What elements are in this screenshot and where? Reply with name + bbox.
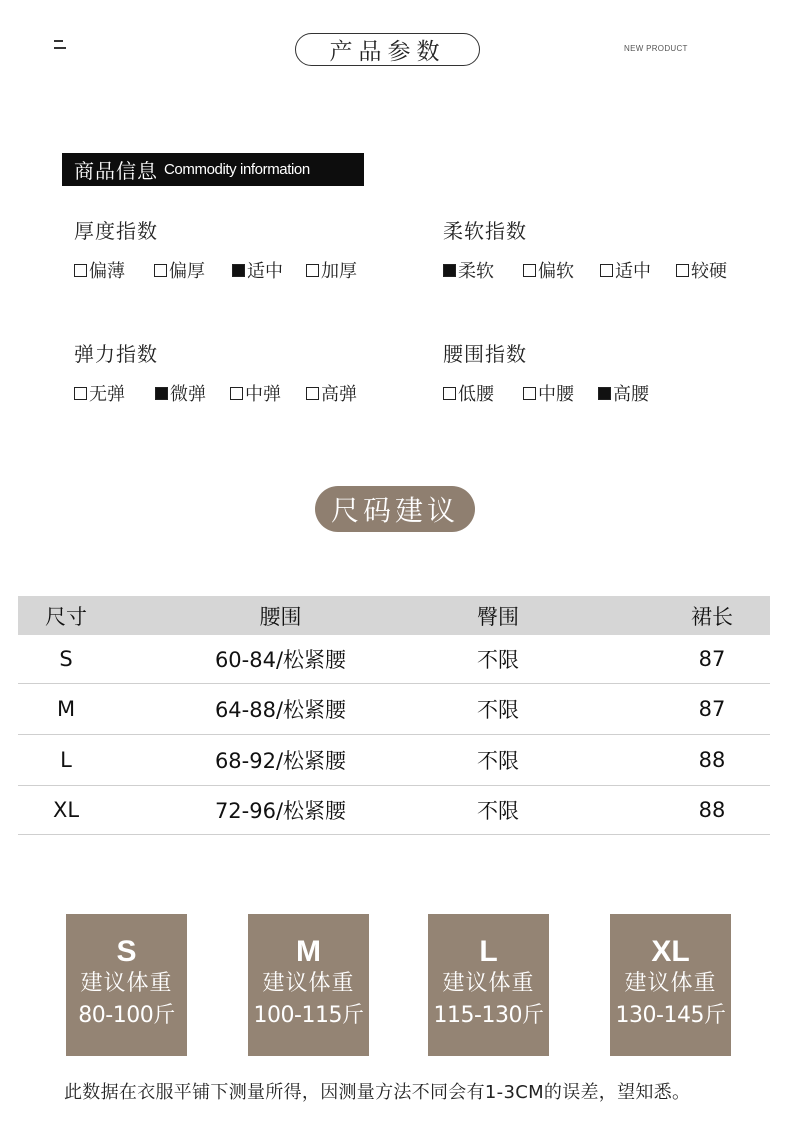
card-size: M	[296, 935, 321, 968]
card-size: L	[479, 935, 498, 968]
unchecked-box-icon	[443, 387, 456, 400]
attr-option	[155, 380, 230, 406]
weight-card-l	[428, 914, 549, 1056]
option-label: 中腰	[538, 384, 574, 405]
card-size: XL	[651, 935, 690, 968]
attr-group-elasticity	[74, 338, 357, 405]
cell-hip: 不限	[477, 749, 519, 773]
unchecked-box-icon	[230, 387, 243, 400]
option-label: 微弹	[170, 384, 206, 405]
card-range: 80-100斤	[78, 1003, 175, 1028]
checked-box-icon	[232, 264, 245, 277]
card-range: 130-145斤	[615, 1003, 726, 1028]
weight-card-xl	[610, 914, 731, 1056]
measurement-note: 此数据在衣服平铺下测量所得，因测量方法不同会有1-3CM的误差，望知悉。	[64, 1082, 691, 1103]
option-label: 偏厚	[169, 261, 205, 282]
option-label: 适中	[247, 261, 283, 282]
option-label: 无弹	[89, 384, 125, 405]
commodity-info-banner	[62, 153, 364, 186]
checked-box-icon	[598, 387, 611, 400]
option-label: 低腰	[458, 384, 494, 405]
table-row	[18, 735, 770, 786]
size-table	[18, 596, 770, 835]
checked-box-icon	[155, 387, 168, 400]
option-label: 较硬	[691, 261, 727, 282]
cell-size: L	[60, 748, 72, 772]
page-title: 产品参数	[295, 33, 480, 66]
attr-option	[154, 257, 232, 283]
unchecked-box-icon	[306, 264, 319, 277]
unchecked-box-icon	[74, 387, 87, 400]
unchecked-box-icon	[676, 264, 689, 277]
attr-option	[74, 380, 155, 406]
attr-option	[676, 257, 727, 283]
cell-length: 87	[698, 647, 726, 671]
attr-group-thickness	[74, 215, 357, 282]
cell-waist: 72-96/松紧腰	[214, 799, 347, 823]
checked-box-icon	[443, 264, 456, 277]
card-label: 建议体重	[624, 971, 717, 996]
option-label: 适中	[615, 261, 651, 282]
cell-size: M	[56, 697, 76, 721]
attr-group-title: 腰围指数	[443, 342, 527, 366]
attr-group-waist	[443, 338, 649, 405]
option-label: 高弹	[321, 384, 357, 405]
table-row	[18, 684, 770, 735]
card-size: S	[116, 935, 137, 968]
weight-card-m	[248, 914, 369, 1056]
card-label: 建议体重	[80, 971, 173, 996]
header-hip: 臀围	[477, 604, 519, 629]
option-label: 高腰	[613, 384, 649, 405]
cell-size: XL	[52, 798, 80, 822]
cell-length: 88	[698, 798, 726, 822]
card-range: 100-115斤	[253, 1003, 364, 1028]
unchecked-box-icon	[600, 264, 613, 277]
option-label: 柔软	[458, 261, 494, 282]
unchecked-box-icon	[306, 387, 319, 400]
cell-waist: 68-92/松紧腰	[214, 749, 347, 773]
unchecked-box-icon	[523, 387, 536, 400]
menu-icon[interactable]	[54, 40, 68, 52]
header-waist: 腰围	[259, 604, 302, 629]
size-section-title: 尺码建议	[315, 486, 475, 532]
table-header-row	[18, 596, 770, 635]
option-label: 偏软	[538, 261, 574, 282]
attr-option	[306, 257, 357, 283]
banner-title-en: Commodity information	[164, 161, 310, 178]
attr-option	[306, 380, 357, 406]
cell-hip: 不限	[477, 648, 519, 672]
cell-hip: 不限	[477, 698, 519, 722]
cell-hip: 不限	[477, 799, 519, 823]
attr-group-softness	[443, 215, 727, 282]
table-row	[18, 635, 770, 684]
unchecked-box-icon	[154, 264, 167, 277]
option-label: 中弹	[245, 384, 281, 405]
attr-option	[443, 257, 523, 283]
option-label: 加厚	[321, 261, 357, 282]
header-size: 尺寸	[45, 604, 87, 629]
attr-option	[230, 380, 306, 406]
attr-option	[598, 380, 649, 406]
attr-option	[600, 257, 676, 283]
attr-option	[443, 380, 523, 406]
cell-size: S	[59, 647, 73, 671]
weight-card-s	[66, 914, 187, 1056]
card-range: 115-130斤	[433, 1003, 544, 1028]
unchecked-box-icon	[523, 264, 536, 277]
attr-group-title: 弹力指数	[74, 342, 158, 366]
header-length: 裙长	[691, 604, 733, 629]
card-label: 建议体重	[442, 971, 535, 996]
attr-option	[74, 257, 154, 283]
cell-waist: 64-88/松紧腰	[214, 698, 347, 722]
cell-waist: 60-84/松紧腰	[214, 648, 347, 672]
table-row	[18, 786, 770, 835]
attr-option	[523, 257, 600, 283]
unchecked-box-icon	[74, 264, 87, 277]
option-label: 偏薄	[89, 261, 125, 282]
card-label: 建议体重	[262, 971, 355, 996]
attr-group-title: 厚度指数	[74, 219, 158, 243]
attr-group-title: 柔软指数	[443, 219, 527, 243]
cell-length: 88	[698, 748, 726, 772]
attr-option	[523, 380, 598, 406]
attr-option	[232, 257, 306, 283]
banner-title-cn: 商品信息	[74, 159, 158, 183]
new-product-tag: NEW PRODUCT	[624, 44, 688, 53]
cell-length: 87	[698, 697, 726, 721]
